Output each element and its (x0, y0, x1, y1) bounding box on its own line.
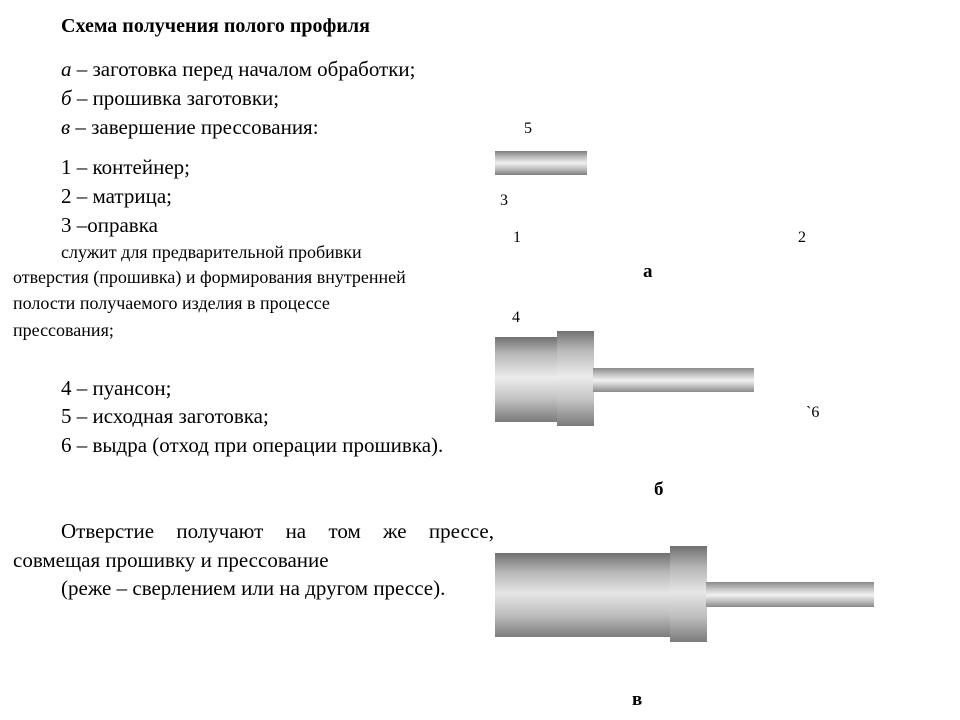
stage-b-text: – прошивка заготовки; (71, 86, 280, 110)
mandrel-note-line-4: прессования; (13, 320, 114, 340)
legend-item-2: 2 – матрица; (61, 184, 172, 208)
label-6: `6 (806, 404, 820, 421)
legend-item-4: 4 – пуансон; (61, 376, 172, 400)
legend-item-6: 6 – выдра (отход при операции прошивка). (61, 433, 444, 457)
container-body (495, 337, 559, 422)
extrusion-body (495, 553, 672, 637)
label-4: 4 (512, 309, 520, 326)
stage-a-text: – заготовка перед началом обработки; (71, 57, 416, 81)
stage-b-line (61, 88, 279, 109)
mandrel-rod (593, 368, 754, 392)
stage-c-line (61, 117, 319, 138)
legend-item-5: 5 – исходная заготовка; (61, 404, 269, 428)
punch-collar (557, 331, 594, 426)
legend-item-1: 1 – контейнер; (61, 155, 191, 179)
footer-line-2: совмещая прошивку и прессование (13, 548, 329, 572)
stage-c-text: – завершение прессования: (70, 115, 319, 139)
label-3: 3 (500, 192, 508, 209)
legend-item-3: 3 –оправка (61, 213, 158, 237)
caption-a: а (643, 261, 653, 282)
die-ring (670, 546, 707, 642)
label-5: 5 (524, 120, 532, 137)
label-1: 1 (513, 229, 521, 246)
stage-c-letter: в (61, 115, 71, 139)
caption-b: б (654, 479, 664, 500)
label-2: 2 (798, 229, 806, 246)
stage-a-line (61, 59, 416, 80)
initial-billet (495, 151, 587, 175)
mandrel-note-line-1: служит для предварительной пробивки (61, 242, 362, 262)
stage-a-letter: а (61, 57, 72, 81)
footer-line-1: Отверстие получают на том же прессе, (61, 519, 494, 543)
stage-b-letter: б (61, 86, 72, 110)
hollow-profile (706, 582, 874, 607)
footer-line-3: (реже – сверлением или на другом прессе). (61, 576, 446, 600)
page-title: Схема получения полого профиля (61, 15, 370, 37)
mandrel-note-line-3: полости получаемого изделия в процессе (13, 293, 330, 313)
mandrel-note-line-2: отверстия (прошивка) и формирования внутренней (13, 267, 406, 287)
caption-c: в (632, 689, 643, 710)
